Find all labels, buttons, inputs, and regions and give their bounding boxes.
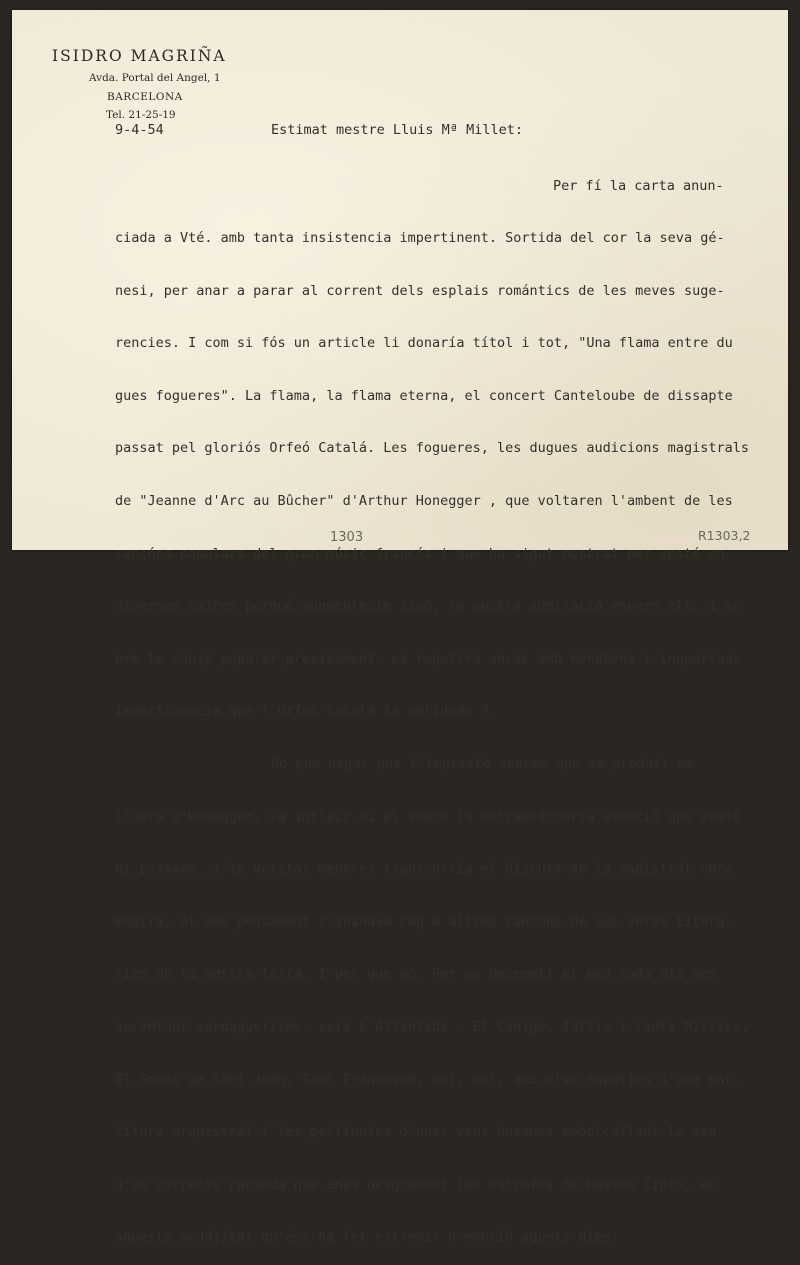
body-line: aquesta modalitat qu'éns ha fet extremir d'emoció aquets díes. — [115, 1229, 619, 1246]
body-line: Per fí la carta anun- — [553, 177, 724, 194]
letterhead-city: BARCELONA — [107, 91, 183, 103]
letterhead-name: ISIDRO MAGRIÑA — [52, 47, 227, 65]
body-line: ciada a Vté. amb tanta insistencia impertinent. Sortida del cor la seva gé- — [115, 230, 725, 247]
letterhead-phone: Tel. 21-25-19 — [106, 109, 176, 121]
body-line: d'un correcte rapsoda que anés desgranant les estrofes de Mossén Cinto, en — [115, 1176, 717, 1193]
body-line: hi possava, i la veritat mentres transcorría el discurs de la magistral obra — [115, 861, 733, 878]
body-line: accentuat verdaguerisme, veia L'Atlántida , El Canigó, Idilis i Cants Místics, — [115, 1019, 749, 1035]
body-line: El Somni de Sant Joan, Sant Francesch, ect, ect, amb else ropatjes d'una par- — [115, 1071, 741, 1088]
body-line: de "Jeanne d'Arc au Bûcher" d'Arthur Honegger , que voltaren l'ambent de les — [115, 493, 733, 510]
body-line: passat pel gloriós Orfeó Catalá. Les fogueres, les dugues audicions magistrals — [115, 440, 749, 457]
body-line: cançóns populars del gran músic francés i que ha sigut mostrat per vosté en — [115, 545, 725, 562]
body-line: impertinencia que l'Orfeó Catalá té oblidada ?. — [115, 703, 498, 720]
body-line: rencies. I com si fós un article li donaría títol i tot, "Una flama entre du — [115, 335, 733, 352]
salutation: Estimat mestre Lluis Mª Millet: — [271, 122, 523, 138]
letterhead-address: Avda. Portal del Angel, 1 — [89, 72, 221, 84]
body-line: l'obra d'Honegger, va influir-mi el veure la extraordinaria atenció que vosté — [115, 808, 741, 825]
pencil-reference: R1303,2 — [698, 528, 751, 543]
body-line: diversos caires perqué augmentesim sinó, la nostra admiració envers ell. I so — [115, 598, 741, 615]
letter-body — [115, 144, 749, 1265]
body-line: ries de la nostra terra. I per que nó. Per no desmentí el meu cada día mes — [115, 966, 717, 983]
pencil-folio-number: 1303 — [330, 530, 364, 545]
body-line: mestra, el meu pensament s'ananava cap a altres cantons de les obres litera- — [115, 913, 733, 930]
body-line: titura orquestral i les polifonies d'unes veus humanes embolcallant la veu — [115, 1124, 717, 1141]
body-line: No puc negar que l'impresió enorme que va produir-me — [271, 756, 694, 773]
body-line: gues fogueres". La flama, la flama eterna, el concert Canteloube de dissapte — [115, 387, 733, 404]
body-line: nesi, per anar a parar al corrent dels esplais romántics de les meves suge- — [115, 282, 725, 299]
letter-date: 9-4-54 — [115, 122, 164, 138]
body-line: bre la cançó popular precisament, es repetirá encar amb monótona i inoportuna — [115, 650, 741, 667]
